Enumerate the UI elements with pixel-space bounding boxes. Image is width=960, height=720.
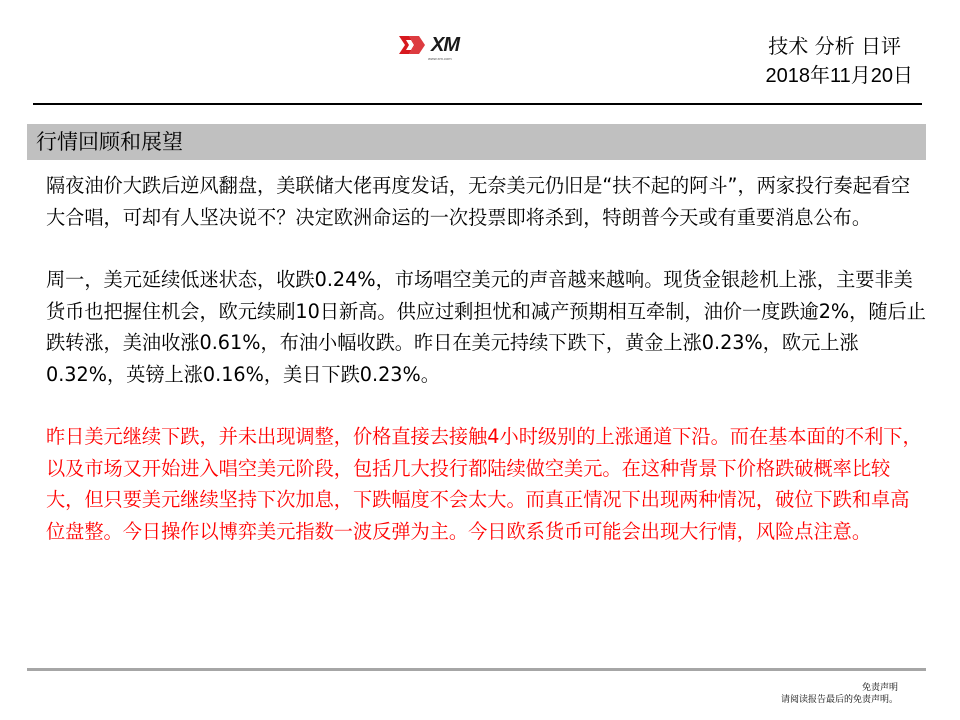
section-title: 行情回顾和展望 [36, 130, 183, 154]
disclaimer-title: 免责声明 [861, 683, 898, 693]
paragraph-outlook: 昨日美元继续下跌，并未出现调整，价格直接去接触4小时级别的上涨通道下沿。而在基本面的不利下，以及市场又开始进入唱空美元阶段，包括几大投行都陆续做空美元。在这种背景下价格跌破概率比较大，但只要美元继续坚持下次加息，下跌幅度不会太大。而真正情况下出现两种情况，破位下跌和卓高位盘整。今日操作以博弈美元指数一波反弹为主。今日欧系货币可能会出现大行情，风险点注意。 [46, 425, 922, 543]
paragraph-intro: 隔夜油价大跌后逆风翻盘，美联储大佬再度发话，无奈美元仍旧是“扶不起的阿斗”，两家投行奏起看空大合唱，可却有人坚决说不？决定欧洲命运的一次投票即将杀到，特朗普今天或有重要消息公布。 [46, 174, 911, 229]
xm-logo [397, 34, 459, 56]
paragraph-market-review: 周一，美元延续低迷状态，收跌0.24%，市场唱空美元的声音越来越响。现货金银趁机上涨，主要非美货币也把握住机会，欧元续刷10日新高。供应过剩担忧和减产预期相互牵制，油价一度跌逾2%，随后止跌转涨，美油收涨0.61%，布油小幅收跌。昨日在美元持续下跌下，黄金上涨0.23%，欧元上涨0.32%，英镑上涨0.16%，美日下跌0.23%。 [46, 268, 926, 386]
report-type: 技术 分析 日评 [768, 34, 901, 58]
article-body [46, 170, 926, 547]
disclaimer-note: 请阅读报告最后的免责声明。 [780, 695, 898, 705]
footer-divider [27, 668, 926, 671]
logo-subtext: www.xm.com [428, 56, 452, 61]
report-date: 2018年11月20日 [765, 65, 913, 87]
header-divider [33, 103, 922, 105]
section-header-bar [27, 124, 926, 160]
xm-logo-mark-icon [397, 34, 429, 56]
logo-text: XM [431, 34, 459, 56]
